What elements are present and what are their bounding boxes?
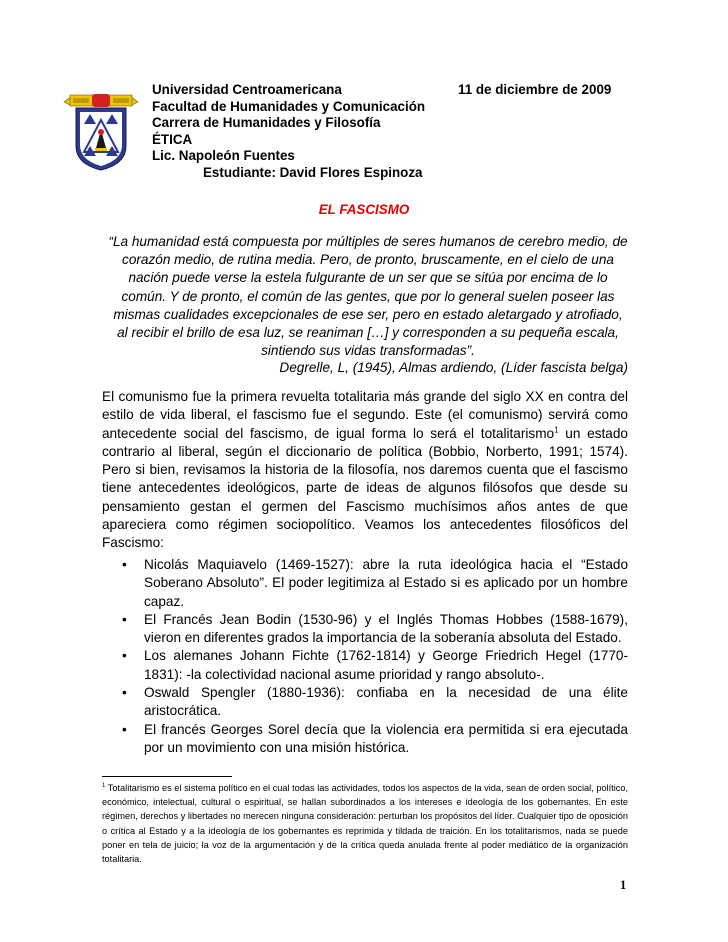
body-paragraph — [102, 388, 628, 553]
university-crest-icon — [62, 90, 140, 172]
list-item-text: Nicolás Maquiavelo (1469-1527): abre la ruta ideológica hacia el “Estado Soberano Absoluto”. El poder legitimiza al Estado si es aplicado por un hombre capaz. — [144, 557, 628, 609]
bullet-icon: • — [122, 685, 127, 701]
body-text-before-note: El comunismo fue la primera revuelta totalitaria más grande del siglo XX en contra del estilo de vida liberal, el fascismo fue el segundo. Este (el comunismo) servirá como antecedente social del fascismo, de igual forma lo será el totalitarismo — [102, 389, 628, 441]
list-item-text: El Francés Jean Bodin (1530-96) y el Inglés Thomas Hobbes (1588-1679), vieron en diferentes grados la importancia de la soberanía absoluta del Estado. — [144, 611, 628, 646]
antecedents-list — [102, 556, 628, 757]
footnote-text: Totalitarismo es el sistema político en el cual todas las actividades, todos los aspectos de la vida, sean de orden social, político, económico, intelectual, cultural o espiritual, se hallan subordinados a los intereses e ideología de los gobernantes. En este régimen, derechos y libertades no merecen ninguna consideración: perturban los propósitos del líder. Cualquier tipo de oposición o crítica al Estado y a la ideología de los gobernantes es reprimida y tildada de traición. En los totalitarismos, nada se puede poner en tela de juicio; la voz de la argumentación y de la crítica queda anulada frente al poder mediático de la organización totalitaria. — [102, 783, 628, 865]
professor-name: Lic. Napoleón Fuentes — [152, 148, 295, 164]
list-item-text: Los alemanes Johann Fichte (1762-1814) y George Friedrich Hegel (1770-1831): -la colectividad nacional asume prioridad y rango absoluto-. — [144, 648, 628, 682]
list-item — [102, 721, 628, 758]
footnote — [102, 781, 628, 866]
bullet-icon: • — [122, 611, 127, 627]
body-text-after-note: un estado contrario al liberal, según el diccionario de política (Bobbio, Norberto, 1991; 1574). Pero si bien, revisamos la historia de la filosofía, nos daremos cuenta que el fascismo tiene antecedentes ideológicos, parte de ideas de algunos filósofos que desde su pensamiento gestan el germen del Fascismo muchísimos años antes de que apareciera como régimen sociopolítico. Veamos los antecedentes filosóficos del Fascismo: — [102, 425, 628, 551]
list-item-text: Oswald Spengler (1880-1936): confiaba en la necesidad de una élite aristocrática. — [144, 685, 628, 719]
footnote-mark: 1 — [102, 782, 106, 789]
list-item-text: El francés Georges Sorel decía que la violencia era permitida si era ejecutada por un movimiento con una misión histórica. — [144, 721, 628, 755]
list-item — [102, 647, 628, 684]
epigraph-quote: “La humanidad está compuesta por múltiples de seres humanos de cerebro medio, de corazón medio, de rutina media. Pero, de pronto, bruscamente, en el cielo de una nación puede verse la estela fulgurante de un ser que se sitúa por encima de lo común. Y de pronto, el común de las gentes, que por lo general suelen poseer las mismas cualidades excepcionales de ese ser, pero en estado aletargado y atrofiado, al recibir el brillo de esa luz, se reaniman […] y corresponden a su pequeña escala, sintiendo sus vidas transformadas”. — [108, 234, 628, 359]
bullet-icon: • — [122, 648, 127, 664]
university-name: Universidad Centroamericana — [152, 82, 342, 97]
page-number: 1 — [620, 878, 627, 892]
bullet-icon: • — [122, 557, 127, 572]
student-name: Estudiante: David Flores Espinoza — [203, 164, 423, 180]
list-item — [102, 611, 628, 648]
footnote-divider — [102, 776, 232, 777]
document-title: EL FASCISMO — [318, 202, 410, 217]
list-item — [102, 684, 628, 721]
faculty-name: Facultad de Humanidades y Comunicación — [152, 98, 426, 114]
footnote-reference[interactable]: 1 — [554, 425, 559, 435]
header-block — [152, 82, 425, 182]
career-name: Carrera de Humanidades y Filosofía — [152, 115, 381, 131]
bullet-icon: • — [122, 721, 127, 737]
course-name: ÉTICA — [152, 131, 193, 147]
quote-citation: Degrelle, L, (1945), Almas ardiendo, (Líder fascista belga) — [279, 360, 628, 375]
list-item — [102, 556, 628, 611]
document-date: 11 de diciembre de 2009 — [458, 82, 612, 97]
